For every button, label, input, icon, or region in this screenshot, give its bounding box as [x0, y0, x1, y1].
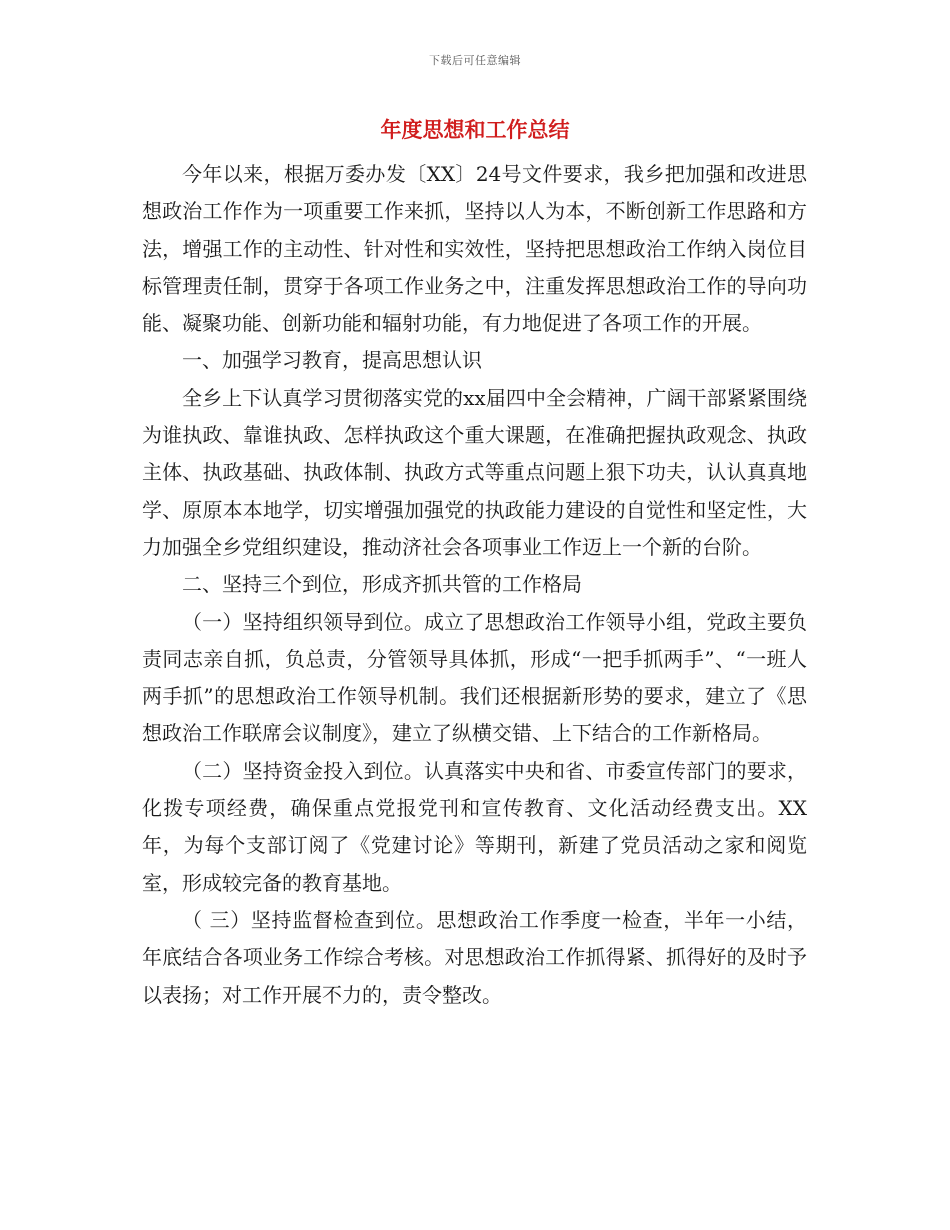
paragraph-intro: 今年以来，根据万委办发〔XX〕24号文件要求，我乡把加强和改进思想政治工作作为一项重要工作来抓，坚持以人为本，不断创新工作思路和方法，增强工作的主动性、针对性和实效性，坚持把思想政治工作纳入岗位目标管理责任制，贯穿于各项工作业务之中，注重发挥思想政治工作的导向功能、凝聚功能、创新功能和辐射功能，有力地促进了各项工作的开展。: [142, 162, 807, 336]
section-heading-1: 一、加强学习教育，提高思想认识: [182, 348, 482, 373]
paragraph-supervision: （ 三）坚持监督检查到位。思想政治工作季度一检查，半年一小结，年底结合各项业务工作综合考核。对思想政治工作抓得紧、抓得好的及时予以表扬；对工作开展不力的，责令整改。: [142, 907, 807, 1007]
document-body: [142, 156, 807, 1014]
document-title: 年度思想和工作总结: [380, 118, 570, 142]
paragraph-study: 全乡上下认真学习贯彻落实党的xx届四中全会精神，广阔干部紧紧围绕为谁执政、靠谁执政、怎样执政这个重大课题，在准确把握执政观念、执政主体、执政基础、执政体制、执政方式等重点问题上狠下功夫，认认真真地学、原原本本地学，切实增强加强党的执政能力建设的自觉性和坚定性，大力加强全乡党组织建设，推动济社会各项事业工作迈上一个新的台阶。: [142, 385, 807, 559]
paragraph-funding: （二）坚持资金投入到位。认真落实中央和省、市委宣传部门的要求，化拨专项经费，确保重点党报党刊和宣传教育、文化活动经费支出。XX年，为每个支部订阅了《党建讨论》等期刊，新建了党员活动之家和阅览室，形成较完备的教育基地。: [142, 758, 807, 895]
section-heading-2: 二、坚持三个到位，形成齐抓共管的工作格局: [182, 572, 582, 597]
paragraph-leadership: （一）坚持组织领导到位。成立了思想政治工作领导小组，党政主要负责同志亲自抓，负总责，分管领导具体抓，形成“一把手抓两手”、“一班人两手抓”的思想政治工作领导机制。我们还根据新形势的要求，建立了《思想政治工作联席会议制度》，建立了纵横交错、上下结合的工作新格局。: [142, 609, 807, 746]
header-note: 下载后可任意编辑: [429, 54, 521, 67]
